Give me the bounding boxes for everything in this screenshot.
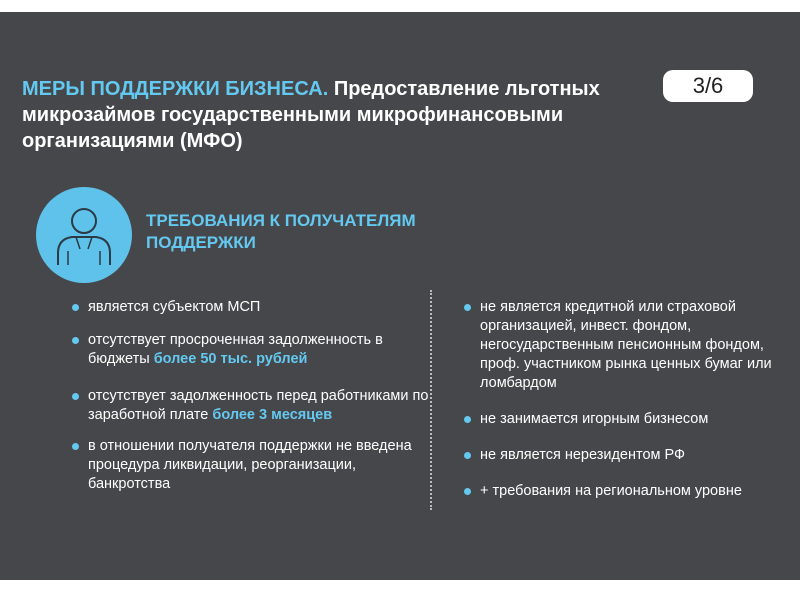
list-item [70, 437, 430, 494]
bullet-dot [72, 337, 79, 344]
title-rest: Предоставление льготных микрозаймов государственными микрофинансовыми организациями (МФО) [22, 78, 600, 152]
title-accent: МЕРЫ ПОДДЕРЖКИ БИЗНЕСА. [22, 78, 329, 100]
list-item [462, 298, 792, 393]
list-item [462, 482, 792, 501]
list-item [462, 410, 792, 429]
person-icon [36, 187, 132, 283]
page-indicator: 3/6 [663, 70, 753, 102]
slide-title [22, 76, 642, 154]
slide [0, 12, 800, 580]
requirements-heading-line2: ПОДДЕРЖКИ [146, 233, 256, 252]
bullet-dot [72, 304, 79, 311]
bullet-dot [72, 443, 79, 450]
list-item-text: + требования на региональном уровне [480, 483, 742, 499]
list-item-text: не занимается игорным бизнесом [480, 411, 709, 427]
list-item-highlight: более 3 месяцев [212, 407, 333, 423]
list-item-highlight: более 50 тыс. рублей [153, 351, 308, 367]
requirements-heading [146, 210, 466, 254]
requirements-left-list [70, 298, 430, 494]
requirements-right-list [462, 298, 792, 501]
list-item-text: является субъектом МСП [88, 299, 261, 315]
list-item-text: отсутствует просроченная задолженность в бюджеты [88, 332, 383, 367]
list-item [70, 387, 430, 425]
requirements-heading-line1: ТРЕБОВАНИЯ К ПОЛУЧАТЕЛЯМ [146, 211, 416, 230]
bullet-dot [464, 304, 471, 311]
bullet-dot [464, 488, 471, 495]
list-item [70, 331, 430, 369]
bullet-dot [464, 452, 471, 459]
list-item [70, 298, 430, 317]
list-item-text: не является нерезидентом РФ [480, 447, 686, 463]
list-item-text: не является кредитной или страховой организацией, инвест. фондом, негосударственным пенсионным фондом, проф. участником рынка ценных бумаг или ломбардом [480, 299, 772, 391]
list-item [462, 446, 792, 465]
bullet-dot [464, 416, 471, 423]
column-divider [430, 290, 432, 510]
list-item-text: в отношении получателя поддержки не введена процедура ликвидации, реорганизации, банкротства [88, 438, 412, 492]
list-item-text: отсутствует задолженность перед работниками по заработной плате [88, 388, 429, 423]
bullet-dot [72, 393, 79, 400]
